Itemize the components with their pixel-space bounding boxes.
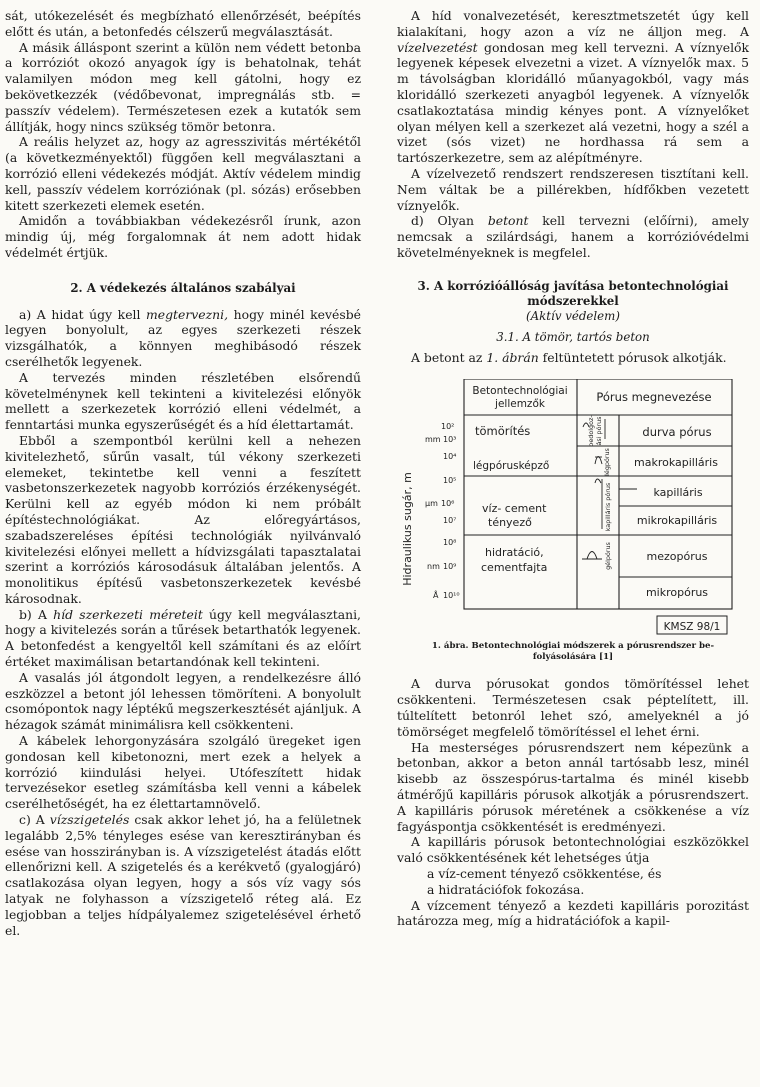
paragraph: A másik álláspont szerint a külön nem védett betonba a korróziót okozó anyagok így is behatolnak, tehát valamilyen módon meg kell gátolni, hogy ez bekövetkezzék (védőbevonat, impregnálás stb. = passzív védelem). Természetesen ezek a kutatók sem állítják, hogy nincs szükség tömör betonra. [5,39,361,134]
paragraph: A vasalás jól átgondolt legyen, a rendelkezésre álló eszközzel a betont jól lehessen tömöríteni. A bonyolult csomópontok nagy léptékű megszerkesztését ajánljuk. A hézagok számát minimálisra kell csökkenteni. [5,669,361,733]
paragraph [397,213,749,260]
paragraph: Ha mesterséges pórusrendszert nem képezünk a betonban, akkor a beton annál tartósabb lesz, minél kisebb az összespórus-tartalma és minél kisebb átmérőjű kapilláris pórusok alkotják a pórusrendszert. A kapilláris pórusok méretének a csökkenése a víz fagyáspontja csökkentését is eredményezi. [397,739,749,834]
text-run: b) A [19,606,54,622]
figure-caption-line: folyásolására [1] [532,651,614,662]
axis-tick: 10⁴ [443,452,457,462]
text-run: c) A [19,812,50,828]
text-run: kell tervezni (előírni), amely nemcsak a szilárdsági, hanem a korrózióvédelmi követelményeknek is megfelel. [397,213,750,260]
emphasis: betont [487,213,529,229]
paragraph [5,607,361,670]
text-run: a) A hidat úgy kell [19,306,147,322]
left-column [5,8,361,938]
middle-label: légpórus [603,448,611,477]
tech-group: tényező [488,516,532,530]
pore-name: mezopórus [646,550,708,564]
text-run: hogy minél kevésbé legyen bonyolult, az egyes szerkezeti részek vizsgálhatók, a könnyen meghibásodó részek cserélhetők legyenek. [5,306,361,369]
middle-label: gélpórus [604,542,612,571]
paragraph: Ebből a szempontból kerülni kell a nehezen kivitelezhető, sűrűn vasalt, túl vékony szerkezeti elemeket, tekintetbe kell venni a feszített vasbetonszerkezetek nagyobb korróziós érzékenységét. Kerülni kell az egyéb módon ki nem próbált építéstechnológiákat. Az előregyártásos, szabadszereléses építési technológiák nyilvánvaló kivitelezési előnyei mellett a hídvizsgálati tapasztalatai szerint a korróziós károsodásuk általában jelentős. A monolitikus építésű vasbetonszerkezetek kevésbé károsodnak. [5,432,361,606]
unit-label: mm [425,435,441,445]
middle-label: bedolgoz- [587,415,595,448]
text-run: d) Olyan [411,213,488,229]
figure-caption [405,641,741,662]
paragraph: A kapilláris pórusok betontechnológiai eszközökkel való csökkentésének két lehetséges útja [397,834,749,866]
unit-label: Å [433,591,439,601]
paragraph: sát, utókezelését és megbízható ellenőrzését, beépítés előtt és után, a betonfedés célszerű megválasztását. [5,8,361,39]
header-right: Pórus megnevezése [596,390,712,405]
axis-tick: 10⁶ [441,499,455,509]
tech-group: tömörítés [475,424,531,439]
figure-caption-line: 1. ábra. Betontechnológiai módszerek a pórusrendszer be- [431,641,715,652]
tech-group: víz- cement [482,502,547,516]
pore-name: durva pórus [642,425,712,440]
paragraph: A vízcement tényező a kezdeti kapilláris porozitást határozza meg, míg a hidratációfok a kapil- [397,897,749,929]
paragraph: A vízelvezető rendszert rendszeresen tisztítani kell. Nem váltak be a pillérekben, hídfőkben vezetett víznyelők. [397,165,749,213]
pore-name: mikrokapilláris [636,514,718,528]
axis-tick: 10⁷ [443,516,457,526]
paragraph: Amidőn a továbbiakban védekezésről írunk, azon mindig új, még forgalomnak át nem adott hidak védelmét értjük. [5,213,361,260]
curve-mark [587,552,597,560]
curve-mark [595,479,601,483]
list-item: a víz-cement tényező csökkentése, és [427,865,662,881]
middle-label: ási pórus [595,416,603,446]
subsection-heading: 3.1. A tömör, tartós beton [496,329,650,344]
pore-name: kapilláris [653,486,703,500]
emphasis: megtervezni, [146,306,229,322]
paragraph [5,812,361,938]
emphasis: híd szerkezeti méreteit [53,606,203,622]
unit-label: μm [425,499,438,509]
paragraph [397,8,749,166]
header-left: Betontechnológiai [472,385,568,398]
paragraph: A reális helyzet az, hogy az agresszivitás mértékétől (a következményektől) függően kell megválasztani a korrózió elleni védekezés módját. Aktív védelem mindig kell, passzív védelem korróziónak (pl. sózás) erősebben kitett szerkezeti elemek esetén. [5,134,361,213]
pore-name: makrokapilláris [634,456,718,470]
text-run: A betont az [411,349,487,365]
section-heading [397,279,749,324]
emphasis: vízszigetelés [49,812,130,828]
unit-label: nm [427,562,440,572]
header-left: jellemzők [495,398,545,411]
paragraph: A kábelek lehorgonyzására szolgáló üregeket igen gondosan kell kibetonozni, mert ezek a helyek a korrózió kiindulási helyei. Utófeszített hidak tervezésekor esetleg számításba kell venni a kábelek cserélhetőségét, ha ez élettartamnövelő. [5,733,361,812]
pore-name: mikropórus [645,586,709,600]
paragraph [397,350,749,366]
paragraph: A tervezés minden részletében elsőrendű követelménynek kell tekinteni a kivitelezési előnyök mellett a szerkezetek korrózió elleni védelmét, a fenntartási munka egyszerűségét és a híd élettartamát. [5,369,361,433]
tech-group: cementfajta [481,561,548,575]
section-heading-line: módszerekkel [527,293,619,308]
text-run: csak akkor lehet jó, ha a felületnek legalább 2,5% tényleges esése van keresztirányban és esése van hosszirányban is. A vízszigetelést átadás előtt ellenőrizni kell. A szigetelés és a kerékvető (gyalogjáró) csatlakozása olyan legyen, hogy a sós víz vagy sós latyak ne folyhasson a vízszigetelő réteg alá. Ez legjobban a teljes hídpályalemez szigetelésével érhető el. [5,812,361,938]
pore-system-figure [397,379,749,637]
axis-tick: 10⁵ [443,476,457,486]
axis-tick: 10⁹ [443,562,457,572]
pore-diagram [397,379,749,637]
text-run: A híd vonalvezetését, keresztmetszetét úgy kell kialakítani, hogy azon a víz ne álljon meg. A [397,8,749,39]
tech-group: légpórusképző [473,460,550,473]
axis-tick: 10³ [443,435,457,445]
section-heading-line: 3. A korrózióállóság javítása betontechnológiai [417,278,729,293]
paragraph [5,307,361,370]
axis-tick: 10² [441,422,455,432]
y-axis-label: Hidraulikus sugár, m [401,472,414,587]
axis-tick: 10⁸ [443,538,457,548]
section-subtitle: (Aktív védelem) [526,308,620,323]
middle-label: kapilláris pórus [604,483,612,532]
list-item: a hidratációfok fokozása. [427,881,585,897]
text-run: úgy kell megválasztani, hogy a kivitelezés során a tűrések betarthatók legyenek. A betonfedést a kengyeltől kell számítani és az előírt értéket maximálisan betartandónak kell tekinteni. [5,606,361,670]
tech-group: hidratáció, [485,546,544,560]
text-run: feltüntetett pórusok alkotják. [538,349,727,365]
text-run: gondosan meg kell tervezni. A víznyelők legyenek képesek elvezetni a vizet. A víznyelők max. 5 m távolságban kloridálló műanyagokból, vagy más kloridálló szerkezeti anyagból legyenek. A víznyelők csatlakoztatása mindig kényes pont. A víznyelőket olyan mélyen kell a szerkezet alá vezetni, hogy a szél a vizet (sós vizet) ne hordhassa rá sem a tartószerkezetre, sem az alépítményre. [397,39,749,166]
curve-mark [595,457,602,465]
section-heading: 2. A védekezés általános szabályai [70,280,296,295]
axis-tick: 10¹⁰ [443,591,460,601]
right-column [397,8,749,929]
emphasis: vízelvezetést [397,39,478,55]
emphasis: 1. ábrán [486,349,539,365]
stamp-label: KMSZ 98/1 [663,621,721,634]
paragraph: A durva pórusokat gondos tömörítéssel lehet csökkenteni. Természetesen csak péptelített, ill. túltelített betonról lehet szó, amelyeknél a jó tömörséget megfelelő tömörítéssel el lehet érni. [397,676,749,739]
